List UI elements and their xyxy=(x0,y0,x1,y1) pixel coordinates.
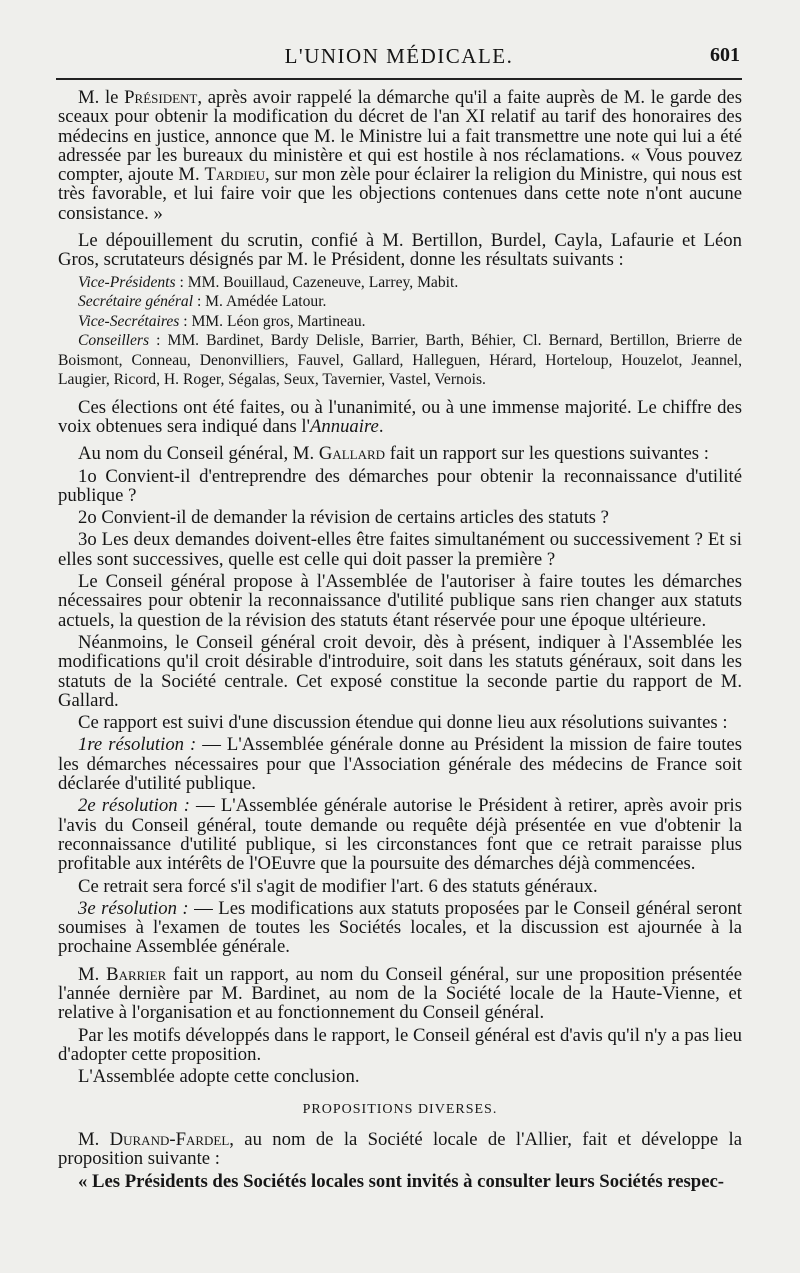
paragraph-council-opinion: Par les motifs développés dans le rapport, le Conseil général est d'avis qu'il n'y a pas lieu d'adopter cette proposition. xyxy=(58,1024,742,1065)
paragraph-barrier-report xyxy=(58,965,742,1023)
resolution-2 xyxy=(58,796,742,873)
header-rule xyxy=(56,78,742,80)
running-title: L'UNION MÉDICALE. xyxy=(284,44,514,68)
text-run: M. xyxy=(78,963,107,985)
paragraph-council-proposal: Le Conseil général propose à l'Assemblée de l'autoriser à faire toutes les démarches nécessaires pour obtenir la reconnaissance d'utilité publique sans rien changer aux statuts actuels, la question de la révision des statuts étant réservée pour une époque ultérieure. xyxy=(58,571,742,631)
paragraph-durand-fardel xyxy=(58,1130,742,1169)
small-caps-name: Gallard xyxy=(318,443,386,465)
page-number: 601 xyxy=(710,44,740,66)
election-label: Conseillers xyxy=(78,332,150,350)
text-run: , au nom de la Société locale de l'Allier, fait et développe la proposition suivante : xyxy=(58,1128,742,1170)
election-names: : MM. Léon gros, Martineau. xyxy=(179,312,366,330)
election-vice-presidents xyxy=(58,273,742,293)
paragraph-proposal-text: « Les Présidents des Sociétés locales sont invités à consulter leurs Sociétés respec- xyxy=(78,1171,725,1193)
election-names: : MM. Bardinet, Bardy Delisle, Barrier, Barth, Béhier, Cl. Bernard, Bertillon, Brierre de Boismont, Conneau, Denonvilliers, Fauvel, Gallard, Halleguen, Hérard, Horteloup, Houzelot, Jeannel, Laugier, Ricord, H. Roger, Ségalas, Seux, Tavernier, Vastel, Vernois. xyxy=(58,332,742,389)
section-heading: PROPOSITIONS DIVERSES. xyxy=(302,1102,498,1118)
small-caps-name: Tardieu xyxy=(204,164,266,186)
italic-title: Annuaire xyxy=(309,415,379,437)
resolution-label: 1re résolution : xyxy=(78,734,197,756)
page-body xyxy=(58,88,742,1192)
paragraph-president-announcement xyxy=(58,88,742,223)
resolution-text: — L'Assemblée générale autorise le Président à retirer, après avoir pris l'avis du Conseil général, toute demande ou requête déjà présentée en vue d'obtenir la reconnaissance d'utilité publique, si les circonstances font que ce retrait paraisse plus profitable aux intérêts de l'OEuvre que la poursuite des démarches déjà commencées. xyxy=(58,795,743,875)
text-run: Ces élections ont été faites, ou à l'unanimité, ou à une immense majorité. Le chiffre des voix obtenues sera indiqué dans l' xyxy=(58,396,742,437)
election-label: Secrétaire général xyxy=(78,293,194,311)
text-run: fait un rapport sur les questions suivantes : xyxy=(385,443,709,465)
text-run: M. le xyxy=(78,87,125,108)
election-names: : M. Amédée Latour. xyxy=(193,293,327,311)
election-label: Vice-Secrétaires xyxy=(78,312,180,330)
paragraph-modifications: Néanmoins, le Conseil général croit devoir, dès à présent, indiquer à l'Assemblée les modifications qu'il croit désirable d'introduire, soit dans les statuts généraux, soit dans les statuts de la Société centrale. Cet exposé constitue la seconde partie du rapport de M. Gallard. xyxy=(58,631,742,711)
resolution-1 xyxy=(58,735,742,793)
paragraph-gallard-report xyxy=(58,444,742,463)
text-run: M. xyxy=(78,1128,110,1150)
election-councillors xyxy=(58,331,742,390)
small-caps-name: Durand-Fardel xyxy=(109,1128,230,1150)
election-secretary-general xyxy=(58,292,742,312)
resolution-label: 2e résolution : xyxy=(78,795,190,817)
election-names: : MM. Bouillaud, Cazeneuve, Larrey, Mabit. xyxy=(175,273,459,291)
resolution-label: 3e résolution : xyxy=(78,897,189,919)
election-vice-secretaries xyxy=(58,312,742,332)
paragraph-withdrawal: Ce retrait sera forcé s'il s'agit de modifier l'art. 6 des statuts généraux. xyxy=(78,875,598,897)
question-3: 3o Les deux demandes doivent-elles être faites simultanément ou successivement ? Et si elles sont successives, quelle est celle qui doit passer la première ? xyxy=(58,529,742,570)
paragraph-discussion: Ce rapport est suivi d'une discussion étendue qui donne lieu aux résolutions suivantes : xyxy=(78,712,728,734)
paragraph-assembly-adopts: L'Assemblée adopte cette conclusion. xyxy=(78,1066,360,1088)
resolution-3 xyxy=(58,899,742,957)
text-run: , après avoir rappelé la démarche qu'il a faite auprès de M. le garde des sceaux pour obtenir la modification du décret de l'an XI relatif au tarif des honoraires des médecins en justice, annonce que M. le Ministre lui a fait transmettre une note qui lui a été adressée par les bureaux du ministère et qui est hostile à nos réclamations. « Vous pouvez compter, ajoute M. xyxy=(58,87,742,186)
text-run: . xyxy=(378,415,384,437)
paragraph-election-results xyxy=(58,398,742,437)
resolution-text: — Les modifications aux statuts proposées par le Conseil général seront soumises à l'examen de toutes les Sociétés locales, et la discussion est ajournée à la prochaine Assemblée générale. xyxy=(58,897,742,958)
election-label: Vice-Présidents xyxy=(78,273,176,291)
text-run: fait un rapport, au nom du Conseil général, sur une proposition présentée l'année dernière par M. Bardinet, au nom de la Société locale de la Haute-Vienne, et relative à l'organisation et au fonctionnement du Conseil général. xyxy=(58,963,742,1024)
paragraph-ballot-count: Le dépouillement du scrutin, confié à M. Bertillon, Burdel, Cayla, Lafaurie et Léon Gros, scrutateurs désignés par M. le Président, donne les résultats suivants : xyxy=(58,230,742,271)
small-caps-name: Barrier xyxy=(106,963,167,985)
text-run: , sur mon zèle pour éclairer la religion du Ministre, qui nous est très favorable, et lui faire voir que les objections contenues dans cette note n'ont aucune consistance. » xyxy=(58,164,742,224)
small-caps-name: Président xyxy=(124,87,198,108)
resolution-text: — L'Assemblée générale donne au Président la mission de faire toutes les démarches nécessaires pour que l'Association générale des médecins de France soit déclarée d'utilité publique. xyxy=(58,734,742,795)
question-1: 1o Convient-il d'entreprendre des démarches pour obtenir la reconnaissance d'utilité publique ? xyxy=(58,465,742,506)
text-run: Au nom du Conseil général, M. xyxy=(78,443,319,465)
running-head xyxy=(58,40,740,70)
question-2: 2o Convient-il de demander la révision de certains articles des statuts ? xyxy=(78,507,609,529)
